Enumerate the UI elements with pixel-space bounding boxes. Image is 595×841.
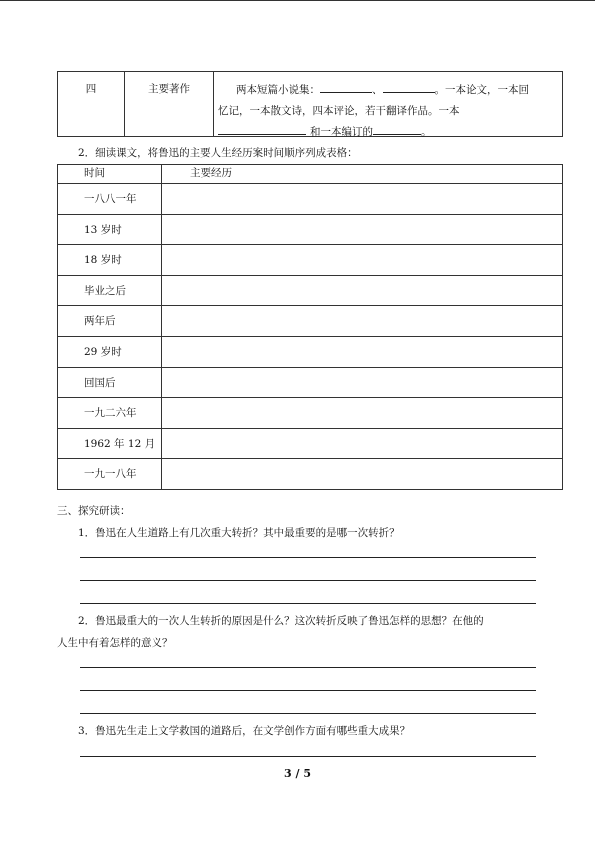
- fill-blank[interactable]: [218, 122, 306, 135]
- row-experience-cell[interactable]: [162, 306, 562, 336]
- row-experience-cell[interactable]: [162, 215, 562, 245]
- row-experience-cell[interactable]: [162, 276, 562, 306]
- table-row: [58, 275, 562, 306]
- row-time: 13 岁时: [58, 215, 162, 245]
- row-time: 18 岁时: [58, 245, 162, 275]
- row-experience-cell[interactable]: [162, 459, 562, 489]
- works-line-3: 和一本编订的 。: [218, 122, 558, 143]
- table-row: [58, 428, 562, 459]
- row-experience-cell[interactable]: [162, 398, 562, 428]
- row-experience-cell[interactable]: [162, 245, 562, 275]
- row-time: 回国后: [58, 368, 162, 398]
- table-row: [58, 214, 562, 245]
- table-row: [58, 458, 562, 489]
- works-table-index: 四: [58, 72, 125, 136]
- table-row: [58, 305, 562, 336]
- row-time: 1962 年 12 月: [58, 429, 162, 459]
- row-time: 29 岁时: [58, 337, 162, 367]
- table-header-row: [58, 165, 562, 183]
- question-3-3: 3．鲁迅先生走上文学救国的道路后，在文学创作方面有哪些重大成果？: [78, 725, 411, 737]
- table-row: [58, 367, 562, 398]
- answer-line[interactable]: [80, 690, 536, 691]
- table-row: [58, 183, 562, 214]
- row-experience-cell[interactable]: [162, 337, 562, 367]
- answer-line[interactable]: [80, 713, 536, 714]
- table-row: [58, 397, 562, 428]
- row-experience-cell[interactable]: [162, 184, 562, 214]
- answer-line[interactable]: [80, 603, 536, 604]
- works-table-content: [218, 80, 558, 143]
- timeline-table: [57, 164, 563, 490]
- table-row: [58, 244, 562, 275]
- fill-blank[interactable]: [373, 122, 421, 135]
- works-line-2: 忆记，一本散文诗，四本评论，若干翻译作品。一本: [218, 105, 460, 117]
- question-3-2-line-2: 人生中有着怎样的意义？: [57, 637, 173, 649]
- answer-line[interactable]: [80, 580, 536, 581]
- row-time: 一九一八年: [58, 459, 162, 489]
- page-number: 3 / 5: [284, 767, 311, 780]
- works-table-label: 主要著作: [125, 72, 214, 136]
- header-experience: 主要经历: [190, 167, 232, 179]
- answer-line[interactable]: [80, 667, 536, 668]
- header-rule: [0, 0, 595, 1]
- answer-line[interactable]: [80, 557, 536, 558]
- answer-line[interactable]: [80, 756, 536, 757]
- header-time: 时间: [58, 165, 162, 183]
- works-table: [57, 71, 563, 137]
- row-experience-cell[interactable]: [162, 429, 562, 459]
- table-row: [58, 336, 562, 367]
- fill-blank[interactable]: [320, 80, 372, 93]
- works-line-1: 两本短篇小说集： 、 。一本论文，一本回: [218, 80, 558, 101]
- row-time: 两年后: [58, 306, 162, 336]
- row-time: 一八八一年: [58, 184, 162, 214]
- question-3-2-line-1: 2．鲁迅最重大的一次人生转折的原因是什么？这次转折反映了鲁迅怎样的思想？在他的: [78, 615, 484, 627]
- section-3-title: 三、探究研读：: [57, 505, 131, 517]
- row-experience-cell[interactable]: [162, 368, 562, 398]
- question-3-1: 1．鲁迅在人生道路上有几次重大转折？其中最重要的是哪一次转折？: [78, 527, 400, 539]
- question-2-instruction: 2．细读课文，将鲁迅的主要人生经历案时间顺序列成表格：: [78, 147, 358, 159]
- row-time: 一九二六年: [58, 398, 162, 428]
- fill-blank[interactable]: [383, 80, 435, 93]
- row-time: 毕业之后: [58, 276, 162, 306]
